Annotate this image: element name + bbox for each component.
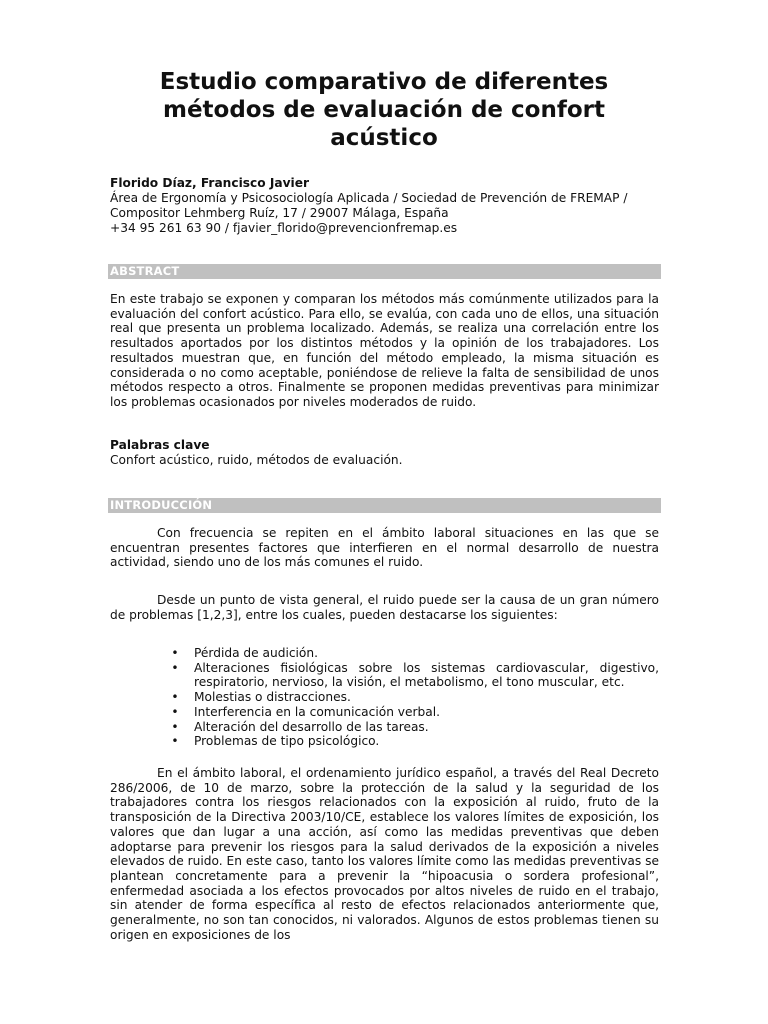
list-item: • Pérdida de audición. <box>171 646 318 660</box>
introduction-heading: INTRODUCCIÓN <box>108 498 661 513</box>
author-affiliation: Área de Ergonomía y Psicosociología Aplicada / Sociedad de Prevención de FREMAP / Compositor Lehmberg Ruíz, 17 / 29007 Málaga, España <box>110 191 628 220</box>
list-item: • Molestias o distracciones. <box>171 690 351 705</box>
keywords-text: Confort acústico, ruido, métodos de evaluación. <box>110 452 403 467</box>
intro-paragraph-2: Desde un punto de vista general, el ruido puede ser la causa de un gran número de problemas [1,2,3], entre los cuales, pueden destacarse los siguientes: <box>110 593 659 622</box>
abstract-text: En este trabajo se exponen y comparan los métodos más comúnmente utilizados para la evaluación del confort acústico. Para ello, se evalúa, con cada uno de ellos, una situación real que presenta un problema localizado. Además, se realiza una correlación entre los resultados aportados por los distintos métodos y la opinión de los trabajadores. Los resultados muestran que, en función del método empleado, la misma situación es considerada o no como aceptable, poniéndose de relieve la falta de sensibilidad de unos métodos respecto a otros. Finalmente se proponen medidas preventivas para minimizar los problemas ocasionados por niveles moderados de ruido. <box>110 292 659 409</box>
bullet-icon: • <box>171 646 179 660</box>
list-item: • Alteración del desarrollo de las tareas. <box>171 719 429 734</box>
bullet-icon: • <box>171 690 179 705</box>
bullet-icon: • <box>171 704 179 719</box>
keywords-block <box>110 438 659 467</box>
author-name: Florido Díaz, Francisco Javier <box>110 176 309 190</box>
intro-paragraph-1: Con frecuencia se repiten en el ámbito laboral situaciones en las que se encuentran presentes factores que interfieren en el normal desarrollo de nuestra actividad, siendo uno de los más comunes el ruido. <box>110 526 659 570</box>
bullet-icon: • <box>171 734 179 749</box>
author-contact: +34 95 261 63 90 / fjavier_florido@prevencionfremap.es <box>110 221 458 235</box>
list-item: • Problemas de tipo psicológico. <box>171 734 380 749</box>
bullet-icon: • <box>171 719 179 734</box>
abstract-heading: ABSTRACT <box>108 264 661 279</box>
keywords-heading: Palabras clave <box>110 438 210 452</box>
bullet-icon: • <box>171 660 179 675</box>
list-item: • Alteraciones fisiológicas sobre los sistemas cardiovascular, digestivo, respiratorio, nervioso, la visión, el metabolismo, el tono muscular, etc. <box>171 660 659 690</box>
paper-title: Estudio comparativo de diferentes métodos de evaluación de confort acústico <box>159 69 609 151</box>
intro-paragraph-3: En el ámbito laboral, el ordenamiento jurídico español, a través del Real Decreto 286/2006, de 10 de marzo, sobre la protección de la salud y la seguridad de los trabajadores contra los riesgos relacionados con la exposición al ruido, fruto de la transposición de la Directiva 2003/10/CE, establece los valores límites de exposición, los valores que dan lugar a una acción, así como las medidas preventivas que deben adoptarse para prevenir los riesgos para la salud derivados de la exposición a niveles elevados de ruido. En este caso, tanto los valores límite como las medidas preventivas se plantean concretamente para a prevenir la “hipoacusia o sordera profesional”, enfermedad asociada a los efectos provocados por altos niveles de ruido en el trabajo, sin atender de forma específica al resto de efectos relacionados anteriormente que, generalmente, no son tan conocidos, ni valorados. Algunos de estos problemas tienen su origen en exposiciones de los <box>110 766 659 942</box>
list-item: • Interferencia en la comunicación verbal. <box>171 704 440 719</box>
author-block <box>110 176 665 236</box>
effects-list <box>110 646 659 749</box>
